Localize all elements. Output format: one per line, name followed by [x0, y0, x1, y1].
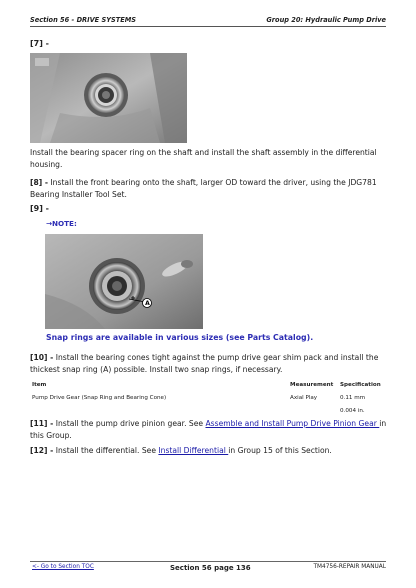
header-group: Group 20: Hydraulic Pump Drive: [266, 16, 386, 24]
step-11-text-end: in this Group.: [30, 419, 387, 440]
photo-snap-ring: [45, 234, 203, 329]
go-to-section-toc-link[interactable]: <- Go to Section TOC: [32, 564, 94, 570]
callout-a-label: A: [145, 300, 150, 307]
step-8-text: Install the front bearing onto the shaft, larger OD toward the driver, using the JDG781 Bearing Installer Tool Set.: [30, 178, 377, 199]
link-assemble-pinion-gear[interactable]: Assemble and Install Pump Drive Pinion Gear: [205, 419, 380, 428]
step-10-number: [10] -: [30, 353, 54, 362]
link-install-differential[interactable]: Install Differential: [158, 446, 229, 455]
spec-table-row: [32, 391, 386, 404]
step-11-number: [11] -: [30, 419, 54, 428]
header-section: Section 56 - DRIVE SYSTEMS: [30, 16, 137, 24]
step-12-paragraph: [30, 445, 388, 457]
step-8-number: [8] -: [30, 178, 49, 187]
spec-value-mm: 0.11 mm: [340, 394, 366, 401]
photo-bearing-spacer: [30, 53, 187, 143]
step-7-text: Install the bearing spacer ring on the shaft and install the shaft assembly in the differential housing.: [30, 148, 377, 169]
step-12-text: Install the differential. See: [53, 446, 159, 455]
spec-item: Pump Drive Gear (Snap Ring and Bearing Cone): [32, 394, 167, 401]
spec-header-item: Item: [32, 381, 47, 388]
spec-table-header-row: [32, 378, 386, 391]
spec-header-measurement: Measurement: [290, 381, 334, 388]
step-7-number: [7] -: [30, 39, 49, 48]
header-divider: [30, 26, 386, 27]
footer-divider: [30, 561, 386, 562]
spec-table-row: [32, 404, 386, 417]
step-8-paragraph: [30, 177, 386, 201]
footer-page-number: Section 56 page 136: [170, 564, 251, 572]
spec-header-specification: Specification: [340, 381, 381, 388]
step-9-number: [9] -: [30, 204, 49, 213]
spec-table: [32, 378, 386, 417]
step-11-paragraph: [30, 418, 388, 442]
step-11-text: Install the pump drive pinion gear. See: [53, 419, 206, 428]
step-10-text: Install the bearing cones tight against the pump drive gear shim pack and install the thickest snap ring (A) possible. Install two snap rings, if necessary.: [30, 353, 379, 374]
step-10-paragraph: [30, 352, 386, 376]
note-label: [46, 219, 77, 228]
footer-manual-id: TM4756-REPAIR MANUAL: [313, 564, 386, 570]
step-12-text-end: in Group 15 of this Section.: [228, 446, 332, 455]
snap-ring-note: Snap rings are available in various sizes (see Parts Catalog).: [46, 333, 314, 342]
spec-measurement: Axial Play: [290, 394, 318, 401]
spec-value-in: 0.004 in.: [340, 407, 365, 414]
step-12-number: [12] -: [30, 446, 54, 455]
note-text: NOTE:: [52, 219, 77, 228]
note-arrow-icon: →: [46, 219, 53, 228]
